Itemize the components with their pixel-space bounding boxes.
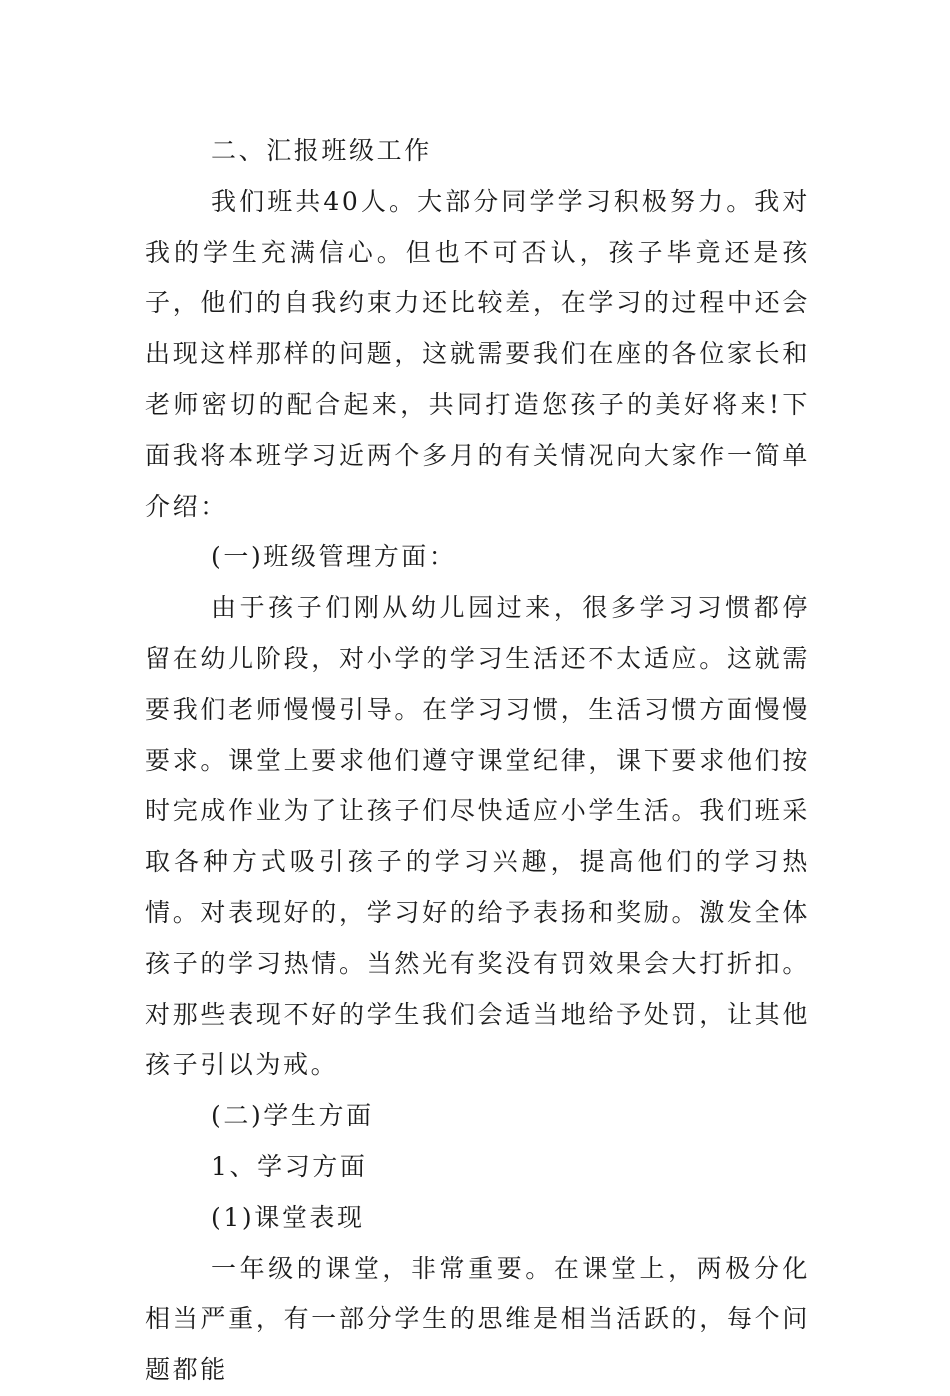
subheading-class-management: (一)班级管理方面： (211, 542, 457, 572)
paragraph-classroom-performance: 一年级的课堂，非常重要。在课堂上，两极分化相当严重，有一部分学生的思维是相当活跃的，每个问题都能 (145, 1253, 810, 1385)
subheading-students: (二)学生方面 (211, 1101, 374, 1131)
subheading-classroom-performance: (1)课堂表现 (211, 1202, 365, 1232)
document-body (145, 126, 810, 1396)
paragraph-class-management: 由于孩子们刚从幼儿园过来，很多学习习惯都停留在幼儿阶段，对小学的学习生活还不太适应。这就需要我们老师慢慢引导。在学习习惯，生活习惯方面慢慢要求。课堂上要求他们遵守课堂纪律，课下要求他们按时完成作业为了让孩子们尽快适应小学生活。我们班采取各种方式吸引孩子的学习兴趣，提高他们的学习热情。对表现好的，学习好的给予表扬和奖励。激发全体孩子的学习热情。当然光有奖没有罚效果会大打折扣。对那些表现不好的学生我们会适当地给予处罚，让其他孩子引以为戒。 (145, 593, 810, 1080)
section-heading-class-report: 二、汇报班级工作 (211, 136, 432, 165)
paragraph-class-overview: 我们班共40人。大部分同学学习积极努力。我对我的学生充满信心。但也不可否认，孩子毕竟还是孩子，他们的自我约束力还比较差，在学习的过程中还会出现这样那样的问题，这就需要我们在座的各位家长和老师密切的配合起来，共同打造您孩子的美好将来!下面我将本班学习近两个多月的有关情况向大家作一简单介绍： (145, 186, 810, 521)
subheading-study: 1、学习方面 (211, 1151, 368, 1181)
